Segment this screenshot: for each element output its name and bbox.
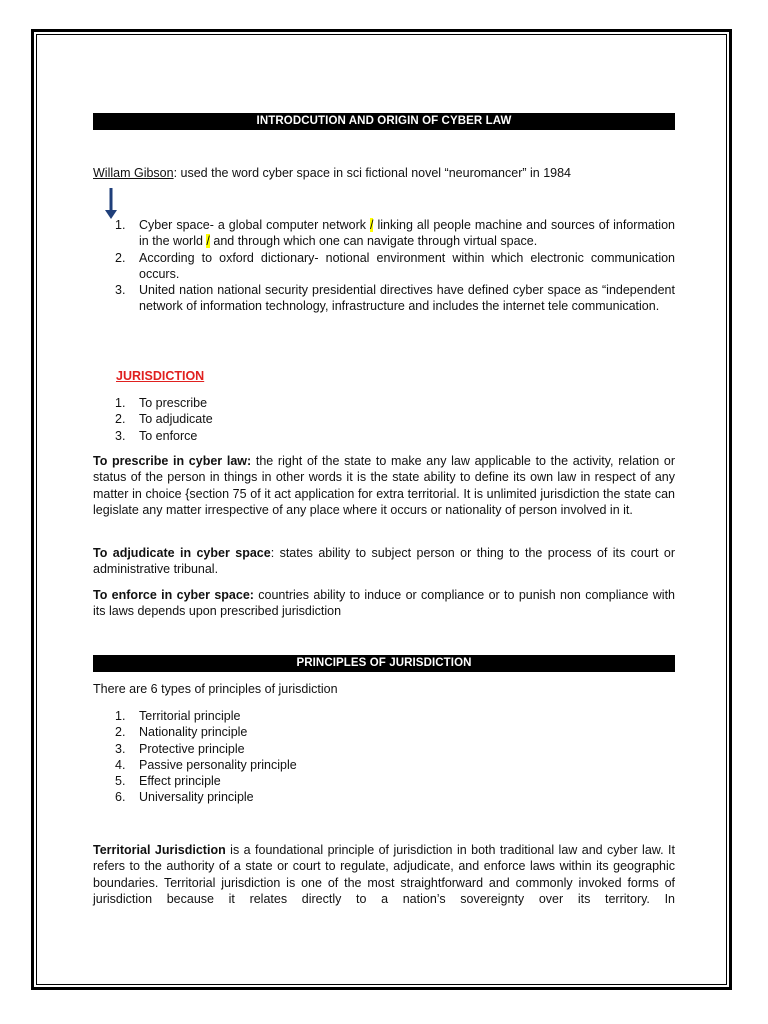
list-item: 2. According to oxford dictionary- notional environment within which electronic communication occurs. [115,250,675,281]
highlight-mark: / [206,234,210,249]
enforce-paragraph: To enforce in cyber space: countries ability to induce or compliance or to punish non compliance with its laws depends upon prescribed jurisdiction [93,588,675,619]
list-item: 1. Territorial principle [115,709,241,723]
gibson-name: Willam Gibson [93,166,174,180]
highlight-mark: / [369,218,374,232]
cyber-space-definitions-list [93,217,675,315]
prescribe-paragraph: To prescribe in cyber law: the right of the state to make any law applicable to the activity, relation or status of the person in things in other words it is the state ability to define its own law in respect of any matter in choice {section 75 of it act application for extra territorial. It is unlimited jurisdiction the state can legislate any matter irrespective of any place where it occurs or nationality of person involved in it. [93,454,675,517]
list-item: 2. To adjudicate [115,412,213,427]
section-title-cyber-law: INTRODCUTION AND ORIGIN OF CYBER LAW [93,113,675,130]
list-item: 5. Effect principle [115,774,221,789]
list-item: 4. Passive personality principle [115,757,297,772]
list-item: 3. United nation national security presidential directives have defined cyber space as “independent network of information technology, infrastructure and includes the internet tele communication. [115,283,675,314]
list-item: 2. Nationality principle [115,725,248,740]
list-item: 1. To prescribe [115,396,208,410]
adjudicate-paragraph: To adjudicate in cyber space: states ability to subject person or thing to the process of its court or administrative tribunal. [93,546,675,577]
gibson-text: : used the word cyber space in sci fictional novel “neuromancer” in 1984 [173,166,572,180]
list-item: 1. Cyber space- a global computer network / linking all people machine and sources of information in the world / and through which one can navigate through virtual space. [115,218,675,249]
down-arrow-icon [105,188,117,220]
territorial-paragraph: Territorial Jurisdiction is a foundational principle of jurisdiction in both traditional law and cyber law. It refers to the authority of a state or court to regulate, adjudicate, and enforce laws within its geographic boundaries. Territorial jurisdiction is one of the most straightforward and commonly invoked forms of jurisdiction because it relates directly to a nation’s sovereignty over its territory. In [93,843,675,906]
gibson-paragraph [93,165,675,181]
jurisdiction-list [93,395,675,444]
list-item: 6. Universality principle [115,790,254,805]
list-item: 3. To enforce [115,428,198,443]
principles-list [93,708,675,806]
principles-intro: There are 6 types of principles of jurisdiction [93,682,338,696]
list-item: 3. Protective principle [115,741,245,756]
section-title-principles: PRINCIPLES OF JURISDICTION [93,655,675,672]
jurisdiction-heading: JURISDICTION [116,369,205,383]
